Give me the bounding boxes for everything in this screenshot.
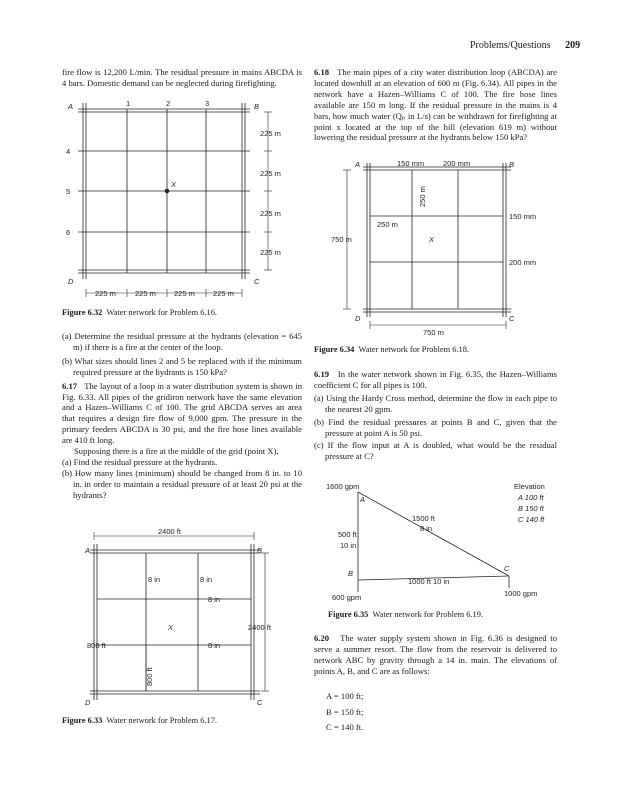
p619-text: In the water network shown in Fig. 6.35, the Hazen–Williams coefficient C for all pipes is 100. (314, 369, 557, 390)
fig632-dim-v4: 225 m (260, 248, 281, 257)
q616a: (a) Determine the residual pressure at the hydrants (elevation = 645 m) if there is a fire at the center of the loop. (62, 331, 302, 352)
fig633-pipe-8in-2: 8 in (200, 575, 213, 584)
fig632-dim-h2: 225 m (135, 289, 156, 298)
q616b: (b) What sizes should lines 2 and 5 be replaced with if the minimum required pressure at the hydrants is 150 kPa? (62, 355, 302, 377)
fig635-node-c: C (504, 564, 510, 573)
fig632-caption-label: Figure 6.32 (62, 308, 103, 317)
fig635-elev-b: B 150 ft (518, 504, 544, 513)
fig632-corner-b: B (254, 102, 260, 111)
fig634-top-150: 150 mm (397, 159, 425, 168)
page-number: 209 (565, 40, 581, 51)
fig635-ac-length: 1500 ft (412, 514, 435, 523)
p617-text2: Supposing there is a fire at the middle of the grid (point X), (74, 446, 279, 457)
elevation-b: B = 150 ft; (326, 706, 364, 717)
problem-619 (314, 369, 557, 462)
fig635-outflow-b: 600 gpm (332, 593, 362, 602)
fig633-corner-d: D (85, 698, 91, 707)
fig634-mid-250: 250 m (377, 220, 398, 229)
figure-6-35 (314, 480, 564, 610)
fig634-top-200: 200 mm (443, 159, 471, 168)
fig634-right-150: 150 mm (509, 212, 537, 221)
fig635-outflow-c: 1000 gpm (504, 589, 538, 598)
fig632-corner-c: C (254, 277, 260, 286)
fig634-left-750: 750 m (331, 235, 352, 244)
fig632-pipe-5: 5 (66, 187, 71, 196)
fig633-corner-c: C (257, 698, 263, 707)
fig632-pipe-6: 6 (66, 228, 71, 237)
fig632-grid-lines (78, 103, 250, 279)
p617-number: 6.17 (62, 380, 78, 391)
fig632-label-x: X (171, 180, 177, 189)
fig634-bottom-750: 750 m (423, 328, 444, 337)
fig633-dimension-lines (94, 532, 269, 691)
header-section: Problems/Questions (470, 40, 551, 51)
elevation-a: A = 100 ft; (326, 691, 364, 701)
fig633-dim-bottom: 800 ft (145, 667, 154, 686)
fig632-dim-h1: 225 m (95, 289, 116, 298)
fig632-pipe-2: 2 (166, 99, 171, 108)
problem-620 (314, 633, 557, 677)
fig635-elev-title: Elevation (514, 482, 545, 491)
fig635-ac-diameter: 8 in (420, 524, 433, 533)
p620-text: The water supply system shown in Fig. 6.36 is designed to serve a summer resort. The flow from the reservoir is delivered to network ABC by gravity through a 14 in. main. The elevations of points A, B, and C are as follows: (314, 633, 557, 676)
fire-point-x (165, 189, 169, 193)
problem-618 (314, 67, 557, 143)
fig634-right-200: 200 mm (509, 258, 537, 267)
q619b: (b) Find the residual pressures at points B and C, given that the pressure at point A is 50 psi. (314, 416, 557, 438)
fig633-label-x: X (168, 623, 174, 632)
fig635-caption-label: Figure 6.35 (328, 610, 369, 619)
fig635-node-b: B (348, 569, 354, 578)
fig633-caption-text: Water network for Problem 6.17. (106, 716, 218, 725)
fig632-pipe-4: 4 (66, 147, 71, 156)
fig633-pipe-8in-3: 8 in (208, 595, 221, 604)
figure-6-34 (325, 155, 565, 340)
fig634-vert-250: 250 m (418, 186, 427, 207)
fig632-dim-h3: 225 m (174, 289, 195, 298)
fig634-caption-label: Figure 6.34 (314, 345, 355, 354)
fig634-caption-text: Water network for Problem 6.18. (358, 345, 470, 354)
fig635-bc-label: 1000 ft 10 in (408, 577, 450, 586)
q617a: (a) Find the residual pressure at the hydrants. (62, 456, 218, 467)
p618-text: The main pipes of a city water distribution loop (ABCDA) are located downhill at an elevation of 600 m (Fig. 6.34). All pipes in the network have a Hazen–Williams C of 100. The fire hose lines available are 150 m long. If the residual pressure in the mains is 4 bars, how much water (Qₚ in L/s) can be withdrawn for firefighting at point x located at the top of the hill (elevation 619 m) without lowering the residual pressure at the hydrants below 150 kPa? (314, 67, 557, 143)
figure-6-34-caption (314, 345, 469, 354)
fig633-corner-b: B (257, 546, 263, 555)
fig634-corner-c: C (509, 314, 515, 323)
fig632-dimension-lines (86, 112, 272, 297)
figure-6-33-caption (62, 716, 217, 725)
fig632-corner-a: A (68, 102, 74, 111)
figure-6-32-caption (62, 308, 217, 317)
fig635-elev-a: A 100 ft (518, 493, 544, 502)
figure-6-35-caption (328, 610, 483, 619)
fig634-corner-b: B (509, 160, 515, 169)
fig632-dim-v2: 225 m (260, 169, 281, 178)
running-header (470, 40, 580, 51)
fig633-corner-a: A (85, 546, 91, 555)
fig632-dim-v3: 225 m (260, 209, 281, 218)
fig635-inflow: 1600 gpm (326, 482, 360, 491)
fig632-caption-text: Water network for Problem 6.16. (106, 308, 218, 317)
p620-number: 6.20 (314, 633, 330, 643)
fig635-caption-text: Water network for Problem 6.19. (372, 610, 484, 619)
fig634-corner-d: D (355, 314, 361, 323)
q619c: (c) If the flow input at A is doubled, what would be the residual pressure at C? (314, 440, 557, 462)
problem-616-intro: fire flow is 12,200 L/min. The residual pressure in mains ABCDA is 4 bars. Domestic demand can be neglected during firefighting. (62, 67, 302, 88)
fig634-label-x: X (429, 235, 435, 244)
fig635-ab-length: 500 ft (338, 530, 357, 539)
figure-6-32 (60, 95, 310, 307)
fig632-corner-d: D (68, 277, 74, 286)
problem-616-questions (62, 331, 302, 501)
fig632-dim-v1: 225 m (260, 129, 281, 138)
fig633-pipe-8in-1: 8 in (148, 575, 161, 584)
figure-6-33 (60, 522, 310, 717)
fig634-grid-lines (363, 163, 511, 317)
fig632-dim-h4: 225 m (213, 289, 234, 298)
p617-text: The layout of a loop in a water distribution system is shown in Fig. 6.33. All pipes of the gridiron network have the same elevation and a Hazen–Williams C of 100. The grid ABCDA serves an area that requires a design fire flow of 9,000 gpm. The pressure in the primary feeders ABCDA is 30 psi, and the fire hose lines available are 410 ft long. (62, 380, 302, 446)
fig633-dim-left: 800 ft (87, 641, 106, 650)
fig635-ab-diameter: 10 in (340, 541, 357, 550)
fig633-caption-label: Figure 6.33 (62, 716, 103, 725)
fig634-corner-a: A (355, 160, 361, 169)
fig635-node-a: A (360, 495, 366, 504)
q617b: (b) How many lines (minimum) should be changed from 8 in. to 10 in. in order to maintain a residual pressure of at least 20 psi at the hydrants? (62, 467, 302, 500)
fig632-pipe-3: 3 (205, 99, 210, 108)
pipe-ac (358, 492, 509, 576)
fig633-pipe-8in-4: 8 in (208, 641, 221, 650)
problem-617 (62, 381, 302, 446)
elevation-list (326, 689, 364, 736)
p619-number: 6.19 (314, 369, 330, 379)
fig632-pipe-1: 1 (126, 99, 131, 108)
fig633-dim-top: 2400 ft (158, 527, 181, 536)
fig635-elev-c: C 140 ft (518, 515, 545, 524)
p618-number: 6.18 (314, 67, 330, 77)
fig633-dim-right: 2400 ft (248, 623, 271, 632)
elevation-c: C = 140 ft. (326, 722, 364, 732)
fig633-grid-lines (90, 544, 263, 700)
q619a: (a) Using the Hardy Cross method, determine the flow in each pipe to the nearest 20 gpm. (314, 392, 557, 414)
